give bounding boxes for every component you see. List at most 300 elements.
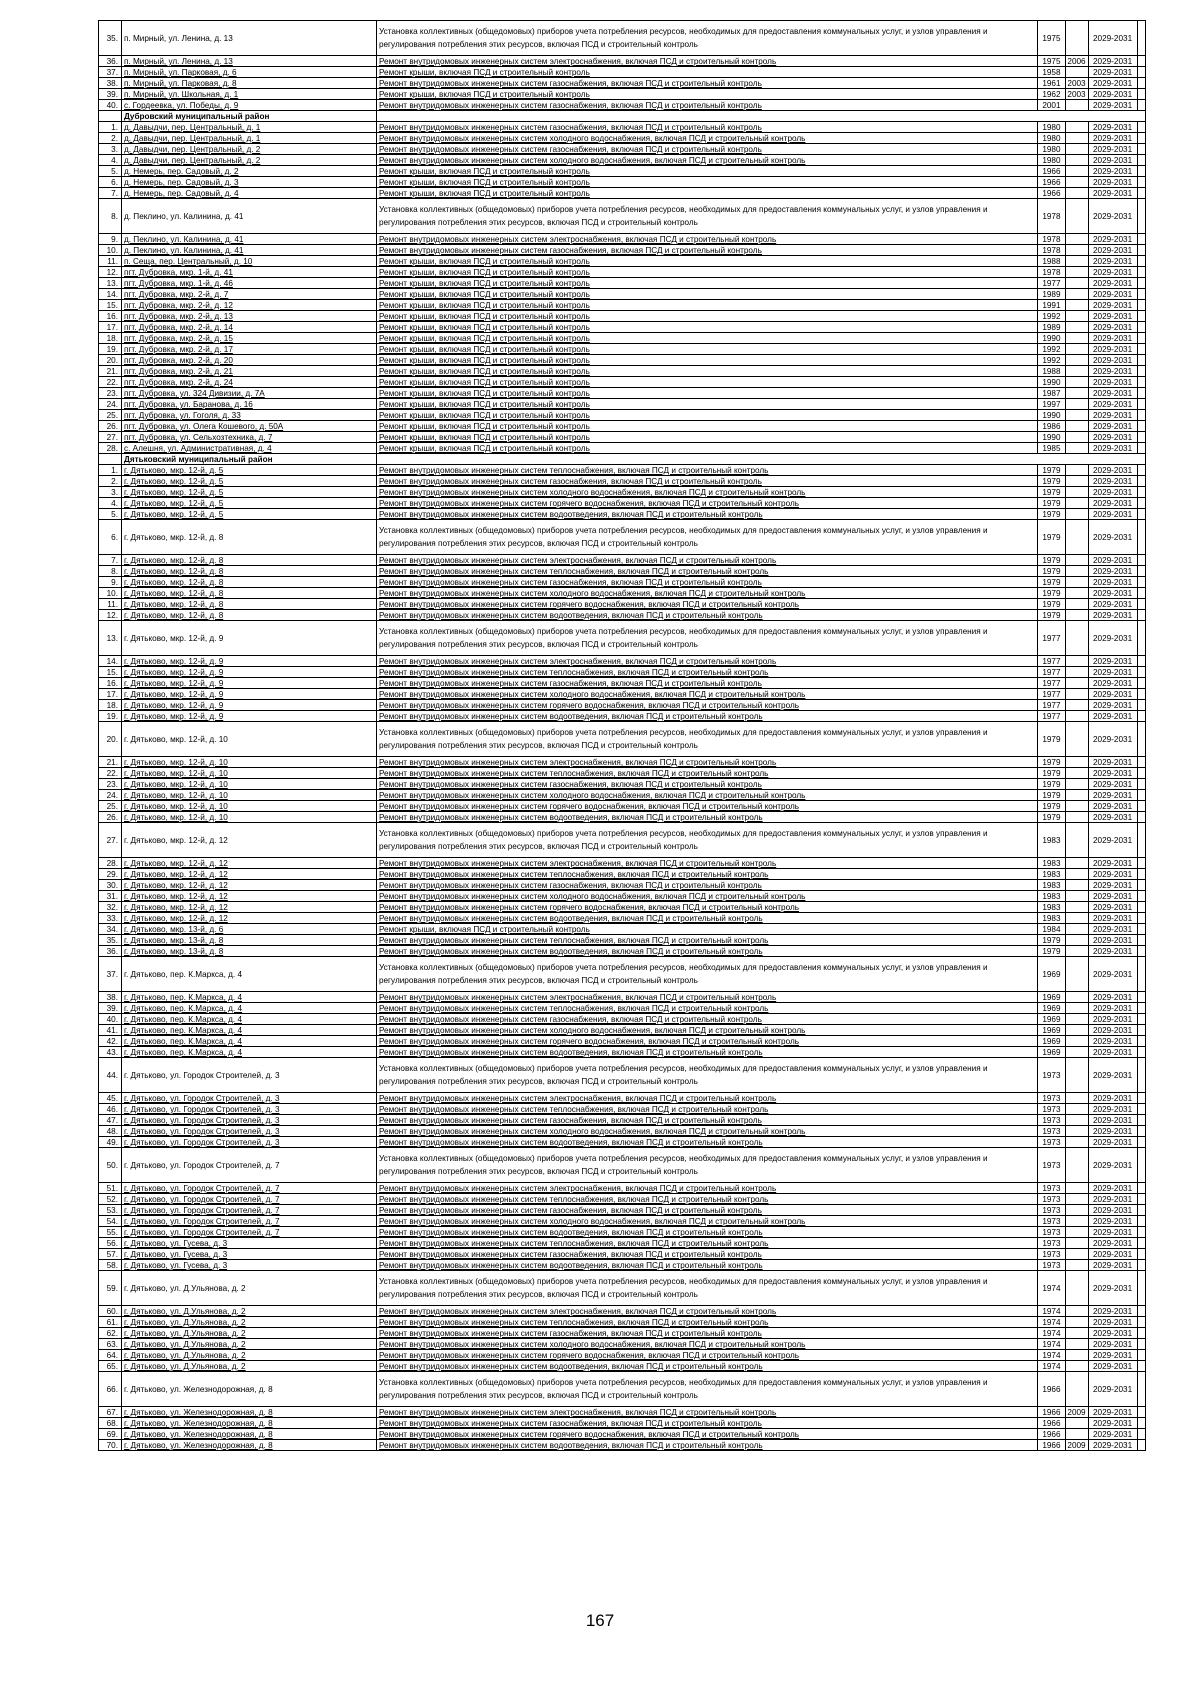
row-number: 17.: [99, 689, 122, 700]
planned-period-cell: 2029-2031: [1088, 1183, 1137, 1194]
table-row: [99, 1194, 1146, 1205]
address-cell: пгт. Дубровка, ул. Сельхозтехника, д. 7: [121, 432, 376, 443]
year-built-cell: 1977: [1038, 278, 1065, 289]
work-type-cell: Ремонт крыши, включая ПСД и строительный контроль: [376, 188, 1037, 199]
row-number: 9.: [99, 577, 122, 588]
year-built-cell: 1975: [1038, 56, 1065, 67]
address-cell: г. Дятьково, мкр. 12-й, д. 8: [121, 520, 376, 555]
planned-period-cell: 2029-2031: [1088, 21, 1137, 56]
address-cell: г. Дятьково, мкр. 12-й, д. 10: [121, 801, 376, 812]
planned-period-cell: 2029-2031: [1088, 1260, 1137, 1271]
address-cell: г. Дятьково, ул. Городок Строителей, д. 7: [121, 1227, 376, 1238]
extra-cell: [1137, 278, 1145, 289]
table-row: [99, 566, 1146, 577]
planned-period-cell: 2029-2031: [1088, 155, 1137, 166]
year-built-cell: 1989: [1038, 289, 1065, 300]
address-cell: г. Дятьково, мкр. 12-й, д. 10: [121, 812, 376, 823]
year-last-repair-cell: [1065, 256, 1088, 267]
row-number: 36.: [99, 56, 122, 67]
table-row: [99, 599, 1146, 610]
year-last-repair-cell: [1065, 566, 1088, 577]
address-cell: г. Дятьково, мкр. 12-й, д. 5: [121, 509, 376, 520]
planned-period-cell: 2029-2031: [1088, 1216, 1137, 1227]
row-number: 22.: [99, 768, 122, 779]
address-cell: д. Пеклино, ул. Калинина, д. 41: [121, 199, 376, 234]
planned-period-cell: 2029-2031: [1088, 1093, 1137, 1104]
section-label: Дятьковский муниципальный район: [121, 454, 376, 465]
planned-period-cell: 2029-2031: [1088, 621, 1137, 656]
address-cell: г. Дятьково, пер. К.Маркса, д. 4: [121, 1025, 376, 1036]
row-number: 9.: [99, 234, 122, 245]
work-type-cell: Установка коллективных (общедомовых) приборов учета потребления ресурсов, необходимых для предоставления коммунальных услуг, и узлов управления и регулирования потребления этих ресурсов, включая ПСД и строительный контроль: [376, 1148, 1037, 1183]
year-last-repair-cell: [1065, 344, 1088, 355]
year-last-repair-cell: [1065, 366, 1088, 377]
year-last-repair-cell: [1065, 946, 1088, 957]
extra-cell: [1137, 78, 1145, 89]
address-cell: пгт. Дубровка, мкр. 2-й, д. 24: [121, 377, 376, 388]
table-row: [99, 768, 1146, 779]
extra-cell: [1137, 21, 1145, 56]
work-type-cell: Установка коллективных (общедомовых) приборов учета потребления ресурсов, необходимых для предоставления коммунальных услуг, и узлов управления и регулирования потребления этих ресурсов, включая ПСД и строительный контроль: [376, 823, 1037, 858]
table-row: [99, 946, 1146, 957]
address-cell: г. Дятьково, мкр. 12-й, д. 5: [121, 487, 376, 498]
address-cell: г. Дятьково, ул. Городок Строителей, д. 7: [121, 1148, 376, 1183]
work-type-cell: Ремонт крыши, включая ПСД и строительный контроль: [376, 421, 1037, 432]
planned-period-cell: 2029-2031: [1088, 366, 1137, 377]
planned-period-cell: 2029-2031: [1088, 278, 1137, 289]
extra-cell: [1137, 1003, 1145, 1014]
year-built-cell: 1978: [1038, 245, 1065, 256]
year-last-repair-cell: [1065, 476, 1088, 487]
year-last-repair-cell: [1065, 1429, 1088, 1440]
extra-cell: [1137, 1126, 1145, 1137]
work-type-cell: Ремонт внутридомовых инженерных систем горячего водоснабжения, включая ПСД и строительный контроль: [376, 599, 1037, 610]
row-number: 52.: [99, 1194, 122, 1205]
extra-cell: [1137, 289, 1145, 300]
year-built-cell: 1973: [1038, 1260, 1065, 1271]
table-row: [99, 957, 1146, 992]
planned-period-cell: 2029-2031: [1088, 289, 1137, 300]
planned-period-cell: 2029-2031: [1088, 1407, 1137, 1418]
extra-cell: [1137, 1339, 1145, 1350]
address-cell: г. Дятьково, мкр. 12-й, д. 5: [121, 498, 376, 509]
extra-cell: [1137, 621, 1145, 656]
row-number: 11.: [99, 256, 122, 267]
address-cell: пгт. Дубровка, мкр. 2-й, д. 12: [121, 300, 376, 311]
table-row: [99, 902, 1146, 913]
extra-cell: [1137, 1014, 1145, 1025]
year-last-repair-cell: [1065, 1194, 1088, 1205]
year-built-cell: 1977: [1038, 711, 1065, 722]
work-type-cell: Ремонт крыши, включая ПСД и строительный контроль: [376, 289, 1037, 300]
work-type-cell: Ремонт внутридомовых инженерных систем горячего водоснабжения, включая ПСД и строительный контроль: [376, 801, 1037, 812]
year-built-cell: 1973: [1038, 1194, 1065, 1205]
year-built-cell: 1979: [1038, 610, 1065, 621]
table-row: [99, 667, 1146, 678]
row-number: 48.: [99, 1126, 122, 1137]
work-type-cell: Ремонт крыши, включая ПСД и строительный контроль: [376, 355, 1037, 366]
planned-period-cell: 2029-2031: [1088, 476, 1137, 487]
table-row: [99, 21, 1146, 56]
address-cell: д. Немерь, пер. Садовый, д. 4: [121, 188, 376, 199]
work-type-cell: Ремонт внутридомовых инженерных систем газоснабжения, включая ПСД и строительный контроль: [376, 144, 1037, 155]
year-built-cell: 1983: [1038, 891, 1065, 902]
work-type-cell: Ремонт внутридомовых инженерных систем теплоснабжения, включая ПСД и строительный контроль: [376, 768, 1037, 779]
table-row: [99, 935, 1146, 946]
extra-cell: [1137, 311, 1145, 322]
extra-cell: [1137, 957, 1145, 992]
planned-period-cell: 2029-2031: [1088, 1271, 1137, 1306]
planned-period-cell: 2029-2031: [1088, 801, 1137, 812]
table-row: [99, 1036, 1146, 1047]
extra-cell: [1137, 711, 1145, 722]
work-type-cell: Ремонт внутридомовых инженерных систем теплоснабжения, включая ПСД и строительный контроль: [376, 465, 1037, 476]
year-built-cell: 1973: [1038, 1058, 1065, 1093]
year-built-cell: 1979: [1038, 779, 1065, 790]
address-cell: г. Дятьково, мкр. 12-й, д. 10: [121, 779, 376, 790]
extra-cell: [1137, 1350, 1145, 1361]
planned-period-cell: 2029-2031: [1088, 133, 1137, 144]
table-row: [99, 1260, 1146, 1271]
year-last-repair-cell: [1065, 577, 1088, 588]
extra-cell: [1137, 322, 1145, 333]
extra-cell: [1137, 555, 1145, 566]
planned-period-cell: 2029-2031: [1088, 678, 1137, 689]
work-type-cell: Ремонт внутридомовых инженерных систем горячего водоснабжения, включая ПСД и строительный контроль: [376, 1350, 1037, 1361]
row-number: 49.: [99, 1137, 122, 1148]
table-row: [99, 823, 1146, 858]
table-row: [99, 520, 1146, 555]
table-row: [99, 476, 1146, 487]
table-row: [99, 188, 1146, 199]
row-number: 3.: [99, 144, 122, 155]
year-last-repair-cell: [1065, 1418, 1088, 1429]
row-number: 12.: [99, 267, 122, 278]
address-cell: г. Дятьково, мкр. 12-й, д. 9: [121, 656, 376, 667]
year-built-cell: 1979: [1038, 555, 1065, 566]
year-last-repair-cell: [1065, 678, 1088, 689]
year-last-repair-cell: [1065, 722, 1088, 757]
row-number: 21.: [99, 757, 122, 768]
planned-period-cell: 2029-2031: [1088, 946, 1137, 957]
work-type-cell: Ремонт внутридомовых инженерных систем электроснабжения, включая ПСД и строительный контроль: [376, 1183, 1037, 1194]
year-built-cell: 1958: [1038, 67, 1065, 78]
planned-period-cell: 2029-2031: [1088, 924, 1137, 935]
planned-period-cell: 2029-2031: [1088, 869, 1137, 880]
year-last-repair-cell: [1065, 891, 1088, 902]
table-row: [99, 89, 1146, 100]
address-cell: г. Дятьково, ул. Городок Строителей, д. 3: [121, 1115, 376, 1126]
year-last-repair-cell: [1065, 498, 1088, 509]
planned-period-cell: 2029-2031: [1088, 656, 1137, 667]
year-last-repair-cell: [1065, 1126, 1088, 1137]
extra-cell: [1137, 1194, 1145, 1205]
work-type-cell: Ремонт внутридомовых инженерных систем газоснабжения, включая ПСД и строительный контроль: [376, 476, 1037, 487]
planned-period-cell: 2029-2031: [1088, 1137, 1137, 1148]
extra-cell: [1137, 509, 1145, 520]
work-type-cell: Установка коллективных (общедомовых) приборов учета потребления ресурсов, необходимых для предоставления коммунальных услуг, и узлов управления и регулирования потребления этих ресурсов, включая ПСД и строительный контроль: [376, 621, 1037, 656]
planned-period-cell: 2029-2031: [1088, 1440, 1137, 1451]
table-row: [99, 234, 1146, 245]
extra-cell: [1137, 1317, 1145, 1328]
table-row: [99, 443, 1146, 454]
year-last-repair-cell: [1065, 992, 1088, 1003]
table-row: [99, 1058, 1146, 1093]
extra-cell: [1137, 256, 1145, 267]
address-cell: г. Дятьково, мкр. 12-й, д. 8: [121, 588, 376, 599]
address-cell: пгт. Дубровка, мкр. 1-й, д. 46: [121, 278, 376, 289]
work-type-cell: Ремонт внутридомовых инженерных систем холодного водоснабжения, включая ПСД и строительный контроль: [376, 588, 1037, 599]
planned-period-cell: 2029-2031: [1088, 1003, 1137, 1014]
work-type-cell: Ремонт крыши, включая ПСД и строительный контроль: [376, 267, 1037, 278]
work-type-cell: Ремонт крыши, включая ПСД и строительный контроль: [376, 300, 1037, 311]
planned-period-cell: 2029-2031: [1088, 757, 1137, 768]
extra-cell: [1137, 122, 1145, 133]
extra-cell: [1137, 1361, 1145, 1372]
year-built-cell: 1969: [1038, 1003, 1065, 1014]
extra-cell: [1137, 443, 1145, 454]
row-number: 7.: [99, 188, 122, 199]
year-built-cell: 1973: [1038, 1126, 1065, 1137]
table-row: [99, 67, 1146, 78]
work-type-cell: Ремонт внутридомовых инженерных систем электроснабжения, включая ПСД и строительный контроль: [376, 858, 1037, 869]
row-number: 24.: [99, 790, 122, 801]
address-cell: д. Давыдчи, пер. Центральный, д. 1: [121, 133, 376, 144]
year-last-repair-cell: [1065, 588, 1088, 599]
work-type-cell: Ремонт внутридомовых инженерных систем теплоснабжения, включая ПСД и строительный контроль: [376, 1003, 1037, 1014]
year-built-cell: 1979: [1038, 588, 1065, 599]
year-last-repair-cell: [1065, 858, 1088, 869]
table-row: [99, 891, 1146, 902]
extra-cell: [1137, 1372, 1145, 1407]
address-cell: г. Дятьково, ул. Городок Строителей, д. 3: [121, 1093, 376, 1104]
year-built-cell: 1988: [1038, 366, 1065, 377]
extra-cell: [1137, 935, 1145, 946]
table-row: [99, 1093, 1146, 1104]
year-built-cell: 1966: [1038, 177, 1065, 188]
row-number: 50.: [99, 1148, 122, 1183]
year-built-cell: 1979: [1038, 509, 1065, 520]
address-cell: п. Мирный, ул. Ленина, д. 13: [121, 21, 376, 56]
extra-cell: [1137, 1418, 1145, 1429]
year-last-repair-cell: [1065, 1104, 1088, 1115]
year-last-repair-cell: [1065, 667, 1088, 678]
row-number: 18.: [99, 700, 122, 711]
row-number: 13.: [99, 621, 122, 656]
year-last-repair-cell: [1065, 1271, 1088, 1306]
year-last-repair-cell: [1065, 935, 1088, 946]
row-number: 21.: [99, 366, 122, 377]
address-cell: г. Дятьково, мкр. 12-й, д. 5: [121, 476, 376, 487]
work-type-cell: Ремонт внутридомовых инженерных систем газоснабжения, включая ПСД и строительный контроль: [376, 577, 1037, 588]
extra-cell: [1137, 155, 1145, 166]
section-number-cell: [99, 111, 122, 122]
extra-cell: [1137, 1047, 1145, 1058]
row-number: 43.: [99, 1047, 122, 1058]
row-number: 30.: [99, 880, 122, 891]
year-built-cell: 1974: [1038, 1339, 1065, 1350]
address-cell: г. Дятьково, мкр. 13-й, д. 8: [121, 946, 376, 957]
work-type-cell: Ремонт внутридомовых инженерных систем холодного водоснабжения, включая ПСД и строительный контроль: [376, 155, 1037, 166]
work-type-cell: Ремонт крыши, включая ПСД и строительный контроль: [376, 377, 1037, 388]
row-number: 3.: [99, 487, 122, 498]
table-row: [99, 1429, 1146, 1440]
address-cell: г. Дятьково, мкр. 12-й, д. 10: [121, 790, 376, 801]
address-cell: г. Дятьково, ул. Железнодорожная, д. 8: [121, 1372, 376, 1407]
year-built-cell: 1997: [1038, 399, 1065, 410]
year-last-repair-cell: [1065, 1339, 1088, 1350]
address-cell: г. Дятьково, ул. Городок Строителей, д. 7: [121, 1194, 376, 1205]
extra-cell: [1137, 1306, 1145, 1317]
year-last-repair-cell: 2009: [1065, 1440, 1088, 1451]
row-number: 10.: [99, 588, 122, 599]
row-number: 28.: [99, 443, 122, 454]
planned-period-cell: 2029-2031: [1088, 779, 1137, 790]
work-type-cell: Ремонт крыши, включая ПСД и строительный контроль: [376, 322, 1037, 333]
address-cell: д. Немерь, пер. Садовый, д. 3: [121, 177, 376, 188]
work-type-cell: Ремонт внутридомовых инженерных систем электроснабжения, включая ПСД и строительный контроль: [376, 1093, 1037, 1104]
extra-cell: [1137, 89, 1145, 100]
year-last-repair-cell: [1065, 234, 1088, 245]
table-row: [99, 421, 1146, 432]
table-row: [99, 410, 1146, 421]
row-number: 40.: [99, 1014, 122, 1025]
extra-cell: [1137, 199, 1145, 234]
table-row: [99, 711, 1146, 722]
address-cell: г. Дятьково, мкр. 12-й, д. 9: [121, 711, 376, 722]
work-type-cell: Ремонт внутридомовых инженерных систем холодного водоснабжения, включая ПСД и строительный контроль: [376, 133, 1037, 144]
address-cell: г. Дятьково, пер. К.Маркса, д. 4: [121, 1036, 376, 1047]
table-row: [99, 144, 1146, 155]
year-last-repair-cell: [1065, 779, 1088, 790]
row-number: 1.: [99, 122, 122, 133]
planned-period-cell: 2029-2031: [1088, 566, 1137, 577]
work-type-cell: Ремонт внутридомовых инженерных систем газоснабжения, включая ПСД и строительный контроль: [376, 122, 1037, 133]
extra-cell: [1137, 399, 1145, 410]
year-built-cell: 1977: [1038, 667, 1065, 678]
work-type-cell: Ремонт внутридомовых инженерных систем газоснабжения, включая ПСД и строительный контроль: [376, 779, 1037, 790]
row-number: 56.: [99, 1238, 122, 1249]
row-number: 35.: [99, 935, 122, 946]
row-number: 26.: [99, 421, 122, 432]
row-number: 15.: [99, 300, 122, 311]
work-type-cell: Ремонт внутридомовых инженерных систем холодного водоснабжения, включая ПСД и строительный контроль: [376, 891, 1037, 902]
year-built-cell: 1985: [1038, 443, 1065, 454]
row-number: 60.: [99, 1306, 122, 1317]
work-type-cell: Ремонт внутридомовых инженерных систем газоснабжения, включая ПСД и строительный контроль: [376, 1249, 1037, 1260]
address-cell: г. Дятьково, ул. Д.Ульянова, д. 2: [121, 1306, 376, 1317]
planned-period-cell: 2029-2031: [1088, 300, 1137, 311]
year-last-repair-cell: [1065, 322, 1088, 333]
planned-period-cell: 2029-2031: [1088, 1249, 1137, 1260]
year-last-repair-cell: [1065, 1003, 1088, 1014]
extra-cell: [1137, 520, 1145, 555]
work-type-cell: Ремонт внутридомовых инженерных систем газоснабжения, включая ПСД и строительный контроль: [376, 78, 1037, 89]
year-built-cell: 1973: [1038, 1148, 1065, 1183]
work-type-cell: Ремонт внутридомовых инженерных систем электроснабжения, включая ПСД и строительный контроль: [376, 56, 1037, 67]
planned-period-cell: 2029-2031: [1088, 1429, 1137, 1440]
address-cell: с. Гордеевка, ул. Победы, д. 9: [121, 100, 376, 111]
extra-cell: [1137, 1183, 1145, 1194]
planned-period-cell: 2029-2031: [1088, 322, 1137, 333]
address-cell: д. Пеклино, ул. Калинина, д. 41: [121, 234, 376, 245]
work-type-cell: Ремонт внутридомовых инженерных систем водоотведения, включая ПСД и строительный контроль: [376, 1227, 1037, 1238]
year-last-repair-cell: [1065, 133, 1088, 144]
year-built-cell: 1987: [1038, 388, 1065, 399]
work-type-cell: Ремонт внутридомовых инженерных систем холодного водоснабжения, включая ПСД и строительный контроль: [376, 1126, 1037, 1137]
work-type-cell: Ремонт внутридомовых инженерных систем водоотведения, включая ПСД и строительный контроль: [376, 1440, 1037, 1451]
extra-cell: [1137, 1036, 1145, 1047]
extra-cell: [1137, 267, 1145, 278]
planned-period-cell: 2029-2031: [1088, 577, 1137, 588]
year-built-cell: 1988: [1038, 256, 1065, 267]
planned-period-cell: 2029-2031: [1088, 432, 1137, 443]
year-built-cell: 1979: [1038, 520, 1065, 555]
address-cell: г. Дятьково, мкр. 12-й, д. 12: [121, 902, 376, 913]
work-type-cell: Ремонт внутридомовых инженерных систем горячего водоснабжения, включая ПСД и строительный контроль: [376, 1036, 1037, 1047]
table-row: [99, 432, 1146, 443]
row-number: 14.: [99, 289, 122, 300]
address-cell: г. Дятьково, пер. К.Маркса, д. 4: [121, 957, 376, 992]
year-built-cell: 1977: [1038, 678, 1065, 689]
table-row: [99, 1372, 1146, 1407]
year-last-repair-cell: [1065, 924, 1088, 935]
row-number: 4.: [99, 498, 122, 509]
extra-cell: [1137, 1249, 1145, 1260]
table-row: [99, 311, 1146, 322]
row-number: 45.: [99, 1093, 122, 1104]
year-built-cell: 1979: [1038, 498, 1065, 509]
planned-period-cell: 2029-2031: [1088, 599, 1137, 610]
planned-period-cell: 2029-2031: [1088, 880, 1137, 891]
year-last-repair-cell: [1065, 245, 1088, 256]
planned-period-cell: 2029-2031: [1088, 78, 1137, 89]
work-type-cell: Ремонт внутридомовых инженерных систем холодного водоснабжения, включая ПСД и строительный контроль: [376, 790, 1037, 801]
address-cell: д. Давыдчи, пер. Центральный, д. 2: [121, 155, 376, 166]
extra-cell: [1137, 333, 1145, 344]
table-row: [99, 1328, 1146, 1339]
work-type-cell: Установка коллективных (общедомовых) приборов учета потребления ресурсов, необходимых для предоставления коммунальных услуг, и узлов управления и регулирования потребления этих ресурсов, включая ПСД и строительный контроль: [376, 722, 1037, 757]
work-type-cell: Ремонт крыши, включая ПСД и строительный контроль: [376, 278, 1037, 289]
year-built-cell: 1991: [1038, 300, 1065, 311]
address-cell: г. Дятьково, мкр. 12-й, д. 12: [121, 858, 376, 869]
address-cell: г. Дятьково, ул. Гусева, д. 3: [121, 1260, 376, 1271]
address-cell: пгт. Дубровка, мкр. 2-й, д. 17: [121, 344, 376, 355]
planned-period-cell: 2029-2031: [1088, 1317, 1137, 1328]
work-type-cell: Ремонт внутридомовых инженерных систем газоснабжения, включая ПСД и строительный контроль: [376, 1418, 1037, 1429]
address-cell: г. Дятьково, ул. Железнодорожная, д. 8: [121, 1407, 376, 1418]
table-row: [99, 757, 1146, 768]
year-built-cell: 1966: [1038, 188, 1065, 199]
year-built-cell: 1989: [1038, 322, 1065, 333]
row-number: 39.: [99, 1003, 122, 1014]
address-cell: г. Дятьково, мкр. 13-й, д. 8: [121, 935, 376, 946]
planned-period-cell: 2029-2031: [1088, 89, 1137, 100]
row-number: 38.: [99, 78, 122, 89]
year-last-repair-cell: [1065, 421, 1088, 432]
work-type-cell: Ремонт внутридомовых инженерных систем электроснабжения, включая ПСД и строительный контроль: [376, 1407, 1037, 1418]
extra-cell: [1137, 823, 1145, 858]
work-type-cell: Ремонт крыши, включая ПСД и строительный контроль: [376, 399, 1037, 410]
planned-period-cell: 2029-2031: [1088, 1350, 1137, 1361]
row-number: 34.: [99, 924, 122, 935]
year-last-repair-cell: [1065, 869, 1088, 880]
table-row: [99, 869, 1146, 880]
table-row: [99, 1418, 1146, 1429]
extra-cell: [1137, 566, 1145, 577]
year-built-cell: 1962: [1038, 89, 1065, 100]
row-number: 66.: [99, 1372, 122, 1407]
